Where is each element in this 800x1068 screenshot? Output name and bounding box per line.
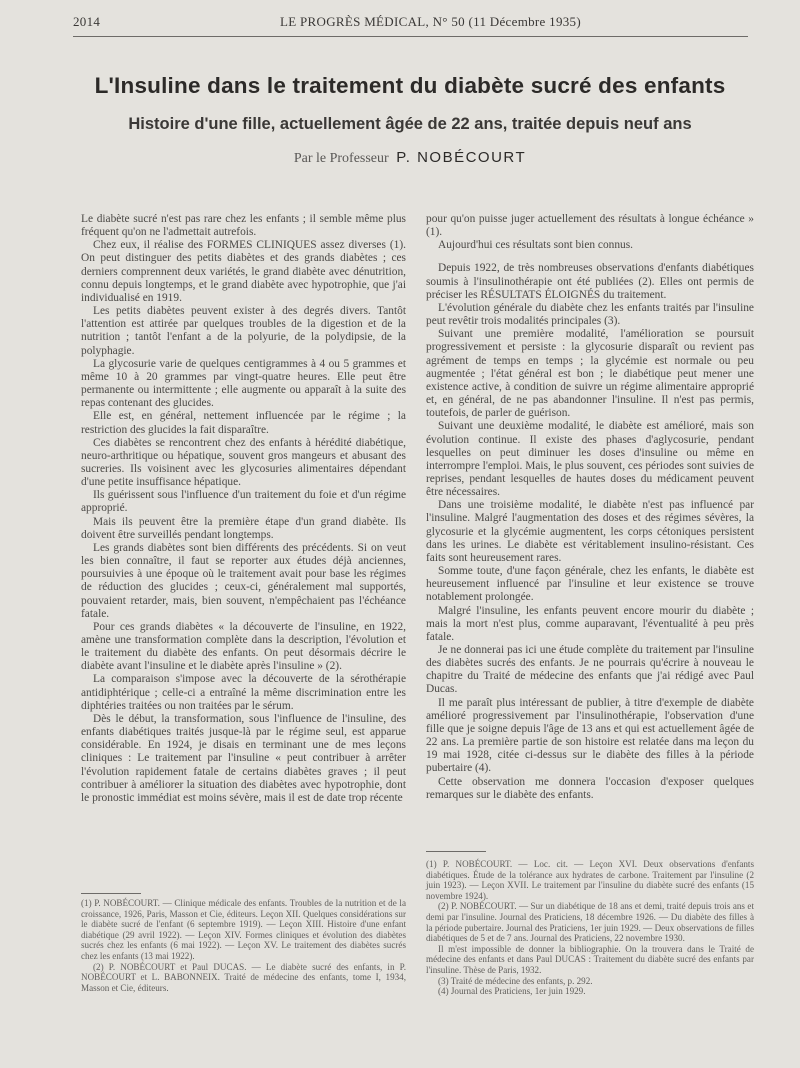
paragraph: Dans une troisième modalité, le diabète n'est pas influencé par l'insuline. Malgré l'augmentation des doses et des régimes sévères, la glycosurie et la glycémie augmentent, les corps cétoniques persistent dans les urines. Le diabète est véritablement insulino-résistant. Ces faits sont heureusement rares. (426, 499, 754, 564)
paragraph: Pour ces grands diabètes « la découverte de l'insuline, en 1922, amène une transformation complète dans la description, l'évolution et le traitement du diabète des enfants. On peut désormais décrire le diabète avant l'insuline et le diabète après l'insuline » (2). (81, 620, 406, 673)
paragraph: Suivant une deuxième modalité, le diabète est amélioré, mais son évolution continue. Il existe des phases d'aglycosurie, pendant lesquelles on peut diminuer les doses d'insuline ou même en interrompre l'emploi. Mais, le plus souvent, ces périodes sont suivies de reprises, pendant lesquelles de hautes doses du médicament peuvent être nécessaires. (426, 420, 754, 499)
paragraph: Cette observation me donnera l'occasion d'exposer quelques remarques sur le diabète des enfants. (426, 775, 754, 801)
paragraph: Le diabète sucré n'est pas rare chez les enfants ; il semble même plus fréquent qu'on ne l'admettait autrefois. (81, 213, 406, 239)
paragraph: Chez eux, il réalise des FORMES CLINIQUES assez diverses (1). On peut distinguer des petits diabètes et des grands diabètes ; ces derniers comprennent deux variétés, le grand diabète avec dénutrition, connu depuis longtemps, et le grand diabète avec hypotrophie, que j'ai individualisé en 1919. (81, 239, 406, 304)
paragraph: Aujourd'hui ces résultats sont bien connus. (438, 239, 634, 252)
footnote: (1) P. NOBÉCOURT. — Clinique médicale des enfants. Troubles de la nutrition et de la croissance, 1926, Paris, Masson et Cie, éditeurs. Leçon XII. Quelques considérations sur le diabète sucré de l'enfant (6 septembre 1919). — Leçon XIII. Histoire d'une enfant diabétique (29 avril 1922). — Leçon XIV. Formes cliniques et évolution des diabètes sucrés chez les enfants (6 mai 1922). — Leçon XV. Le traitement des diabètes sucrés chez les enfants (13 mai 1922). (81, 898, 406, 961)
paragraph: Depuis 1922, de très nombreuses observations d'enfants diabétiques soumis à l'insulinothérapie ont été publiées (2). Elles ont permis de préciser les RÉSULTATS ÉLOIGNÉS du traitement. (426, 262, 754, 301)
paragraph: Les petits diabètes peuvent exister à des degrés divers. Tantôt l'attention est attirée par quelques troubles de la digestion et de la nutrition ; tantôt l'enfant a de la polyurie, de la polydipsie, de la polyphagie. (81, 305, 406, 357)
author-name: P. NOBÉCOURT (396, 149, 527, 166)
footnote: (3) Traité de médecine des enfants, p. 292. (438, 975, 593, 986)
footnote: Il m'est impossible de donner la bibliographie. On la trouvera dans le Traité de médecine des enfants et dans Paul DUCAS : Traitement du diabète sucré des enfants par l'insuline. Thèse de Paris, 1932. (426, 943, 754, 975)
paragraph: Ils guérissent sous l'influence d'un traitement du foie et d'un régime approprié. (81, 489, 406, 515)
header-rule (73, 36, 748, 37)
byline-prefix: Par le Professeur (293, 151, 389, 166)
right-footnotes (426, 859, 754, 997)
byline (40, 149, 780, 167)
paragraph: Somme toute, d'une façon générale, chez les enfants, le diabète est heureusement influencé par l'insuline et leur existence se trouve notablement prolongée. (426, 565, 754, 604)
paragraph: Suivant une première modalité, l'amélioration se poursuit progressivement et persiste : la glycosurie disparaît ou revient pas agrément de temps en temps ; la glycémie est normale ou peu augmentée ; l'état général est bon ; le diabétique peut mener une existence active, à condition de suivre un régime alimentaire approprié et, en général, de ne pas abandonner l'insuline. Il n'est pas permis, toutefois, de parler de guérison. (426, 328, 754, 420)
footnote-rule (81, 893, 141, 894)
paragraph: Dès le début, la transformation, sous l'influence de l'insuline, des enfants diabétiques traités jusque-là par le régime seul, est apparue considérable. En 1924, je disais en terminant une de mes leçons cliniques : Le traitement par l'insuline « peut contribuer à arrêter l'évolution rapidement fatale de certains diabètes graves ; il peut contribuer à améliorer la situation des diabètes avec hypotrophie, dont le pronostic immédiat est moins sévère, mais il est de date trop récente (81, 712, 406, 804)
left-column (81, 213, 406, 805)
footnote: (2) P. NOBÉCOURT et Paul DUCAS. — Le diabète sucré des enfants, in P. NOBÉCOURT et L. BABONNEIX. Traité de médecine des enfants, tome I, 1934, Masson et Cie, éditeurs. (81, 961, 406, 993)
right-column (426, 213, 754, 802)
article-title: L'Insuline dans le traitement du diabète sucré des enfants (94, 73, 726, 98)
paragraph: La comparaison s'impose avec la découverte de la sérothérapie antidiphtérique ; celle-ci a entraîné la même discrimination entre les diphtéries traitées ou non traitées par le sérum. (81, 673, 406, 712)
left-footnotes (81, 898, 406, 993)
footnote: (1) P. NOBÉCOURT. — Loc. cit. — Leçon XVI. Deux observations d'enfants diabétiques. Étude de la tolérance aux hydrates de carbone. Traitement par l'insuline (2 juin 1923). — Leçon XVII. Le traitement par l'insuline du diabète sucré des enfants (15 novembre 1924). (426, 859, 754, 901)
paragraph: Il me paraît plus intéressant de publier, à titre d'exemple de diabète amélioré progressivement par l'insulinothérapie, l'observation d'une fille que je soigne depuis l'âge de 13 ans et qui est actuellement âgée de 22 ans. La première partie de son histoire est relatée dans ma leçon du 19 mai 1928, citée ci-dessus sur le diabète des filles à la période pubertaire (4). (426, 696, 754, 775)
paragraph: Les grands diabètes sont bien différents des précédents. Si on veut les bien connaître, il faut se reporter aux études déjà anciennes, poursuivies à une époque où le traitement avait pour base les régimes de réduction des glucides ; ceux-ci, généralement mal supportés, pouvaient retarder, mais, bien souvent, n'empêchaient pas l'échéance fatale. (81, 541, 406, 620)
footnote-rule (426, 851, 486, 852)
paragraph: Ces diabètes se rencontrent chez des enfants à hérédité diabétique, neuro-arthritique ou hépatique, souvent gros mangeurs et abusant des sucreries. Ils voisinent avec les glycosuries alimentaires dépendant d'une petite insuffisance hépatique. (81, 436, 406, 489)
article-subtitle: Histoire d'une fille, actuellement âgée de 22 ans, traitée depuis neuf ans (128, 115, 692, 133)
paragraph: Mais ils peuvent être la première étape d'un grand diabète. Ils doivent être surveillés pendant longtemps. (81, 515, 406, 541)
paragraph: L'évolution générale du diabète chez les enfants traités par l'insuline peut revêtir trois modalités principales (3). (426, 301, 754, 328)
paragraph: Je ne donnerai pas ici une étude complète du traitement par l'insuline des diabètes sucrés des enfants. Je ne pourrais qu'écrire à nouveau le chapitre du Traité de médecine des enfants que j'ai rédigé avec Paul Ducas. (426, 644, 754, 696)
paragraph: Malgré l'insuline, les enfants peuvent encore mourir du diabète ; mais la mort n'est plus, comme auparavant, l'éventualité à peu près fatale. (426, 604, 754, 643)
footnote: (4) Journal des Praticiens, 1er juin 1929. (438, 986, 586, 997)
footnote: (2) P. NOBÉCOURT. — Sur un diabétique de 18 ans et demi, traité depuis trois ans et demi par l'insuline. Journal des Praticiens, 18 décembre 1926. — Du diabète des filles à la période pubertaire. Journal des Praticiens, 1er juin 1929. — Deux observations de filles diabétiques de 5 et de 7 ans. Journal des Praticiens, 22 novembre 1930. (426, 901, 754, 944)
paragraph: pour qu'on puisse juger actuellement des résultats à longue échéance » (1). (426, 213, 754, 239)
running-head: LE PROGRÈS MÉDICAL, N° 50 (11 Décembre 1935) (280, 14, 581, 29)
paragraph: Elle est, en général, nettement influencée par le régime ; la restriction des glucides la fait disparaître. (81, 410, 406, 436)
paragraph: La glycosurie varie de quelques centigrammes à 4 ou 5 grammes et même 10 à 20 grammes par vingt-quatre heures. Elle peut être permanente ou intermittente ; elle augmente ou apparaît à la suite des repas contenant des glucides. (81, 357, 406, 410)
page-header (73, 14, 748, 34)
page-number: 2014 (73, 14, 101, 29)
